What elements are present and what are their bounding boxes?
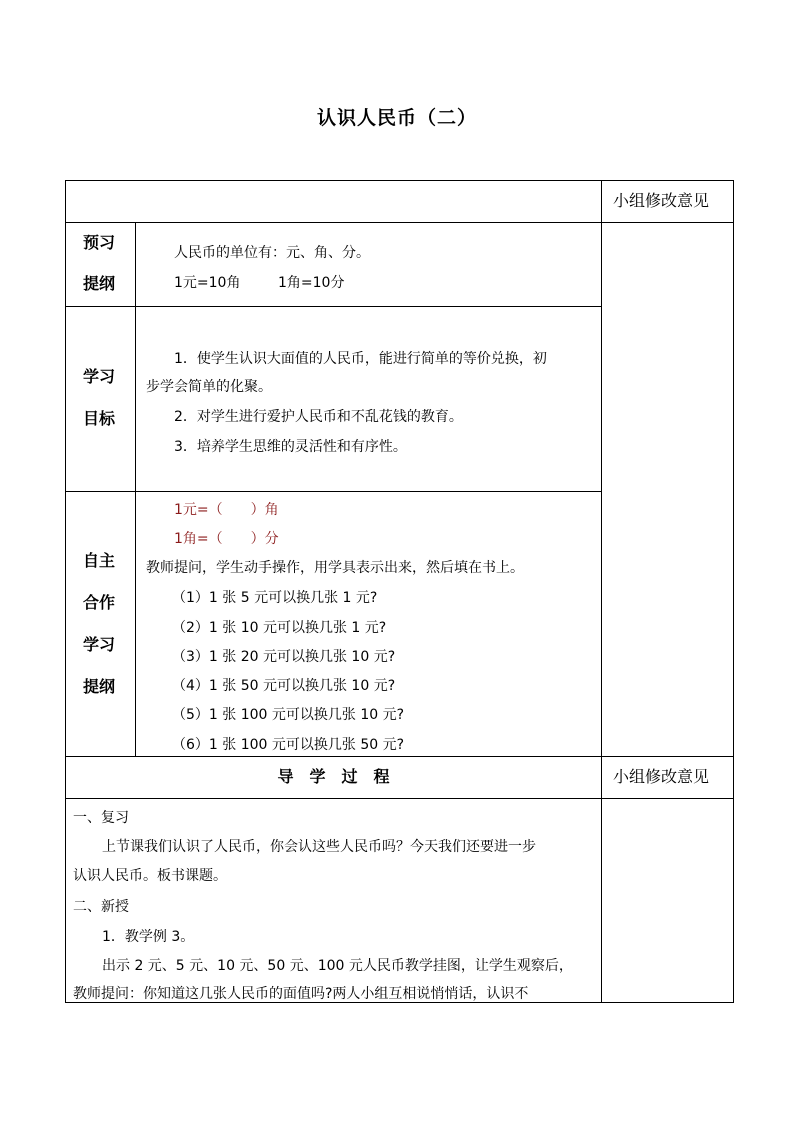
row-divider-header <box>66 222 733 223</box>
process-line-4: 二、新授 <box>73 899 129 915</box>
preview-units: 人民币的单位有：元、角、分。 <box>174 245 370 261</box>
header-note-cell: 小组修改意见 <box>613 191 710 210</box>
self-study-label-1: 自主 <box>83 551 116 570</box>
goal-item-2: 2．对学生进行爱护人民币和不乱花钱的教育。 <box>174 409 463 425</box>
question-1: （1）1 张 5 元可以换几张 1 元? <box>172 590 378 606</box>
goal-item-1-cont: 步学会简单的化聚。 <box>146 379 272 395</box>
process-line-3: 认识人民币。板书课题。 <box>73 868 227 884</box>
goal-item-1: 1．使学生认识大面值的人民币，能进行简单的等价兑换，初 <box>174 351 547 367</box>
row-divider-self-study <box>66 756 733 757</box>
lesson-plan-table <box>65 180 734 1003</box>
question-5: （5）1 张 100 元可以换几张 10 元? <box>172 707 405 723</box>
preview-conversion-yuan: 1元=10角 <box>174 275 241 291</box>
self-study-label-3: 学习 <box>83 635 116 654</box>
document-title: 认识人民币（二） <box>316 107 477 129</box>
col-divider-notes <box>601 181 602 1003</box>
question-3: （3）1 张 20 元可以换几张 10 元? <box>172 649 396 665</box>
process-line-1: 一、复习 <box>73 810 129 826</box>
fill-blank-jiao: 1角=（ ）分 <box>174 531 279 547</box>
self-study-instruction: 教师提问，学生动手操作，用学具表示出来，然后填在书上。 <box>146 560 524 576</box>
process-header: 导 学 过 程 <box>277 767 390 786</box>
row-divider-process-header <box>66 798 733 799</box>
self-study-label-2: 合作 <box>83 593 116 612</box>
process-line-2: 上节课我们认识了人民币，你会认这些人民币吗？今天我们还要进一步 <box>102 839 536 855</box>
process-line-5: 1．教学例 3。 <box>102 929 195 945</box>
col-divider-labels <box>135 223 136 756</box>
goals-label-1: 学习 <box>83 367 116 386</box>
preview-conversion-jiao: 1角=10分 <box>278 275 345 291</box>
process-line-6: 出示 2 元、5 元、10 元、50 元、100 元人民币教学挂图，让学生观察后， <box>102 958 573 974</box>
row-divider-preview <box>66 306 601 307</box>
preview-label-2: 提纲 <box>83 274 116 293</box>
goals-label-2: 目标 <box>83 409 116 428</box>
question-4: （4）1 张 50 元可以换几张 10 元? <box>172 678 396 694</box>
question-6: （6）1 张 100 元可以换几张 50 元? <box>172 737 405 753</box>
fill-blank-yuan: 1元=（ ）角 <box>174 502 279 518</box>
question-2: （2）1 张 10 元可以换几张 1 元? <box>172 620 387 636</box>
process-note-header: 小组修改意见 <box>613 767 710 786</box>
preview-label-1: 预习 <box>83 233 116 252</box>
process-line-7: 教师提问：你知道这几张人民币的面值吗?两人小组互相说悄悄话，认识不 <box>73 986 529 1002</box>
self-study-label-4: 提纲 <box>83 677 116 696</box>
row-divider-goals <box>66 491 601 492</box>
goal-item-3: 3．培养学生思维的灵活性和有序性。 <box>174 439 407 455</box>
